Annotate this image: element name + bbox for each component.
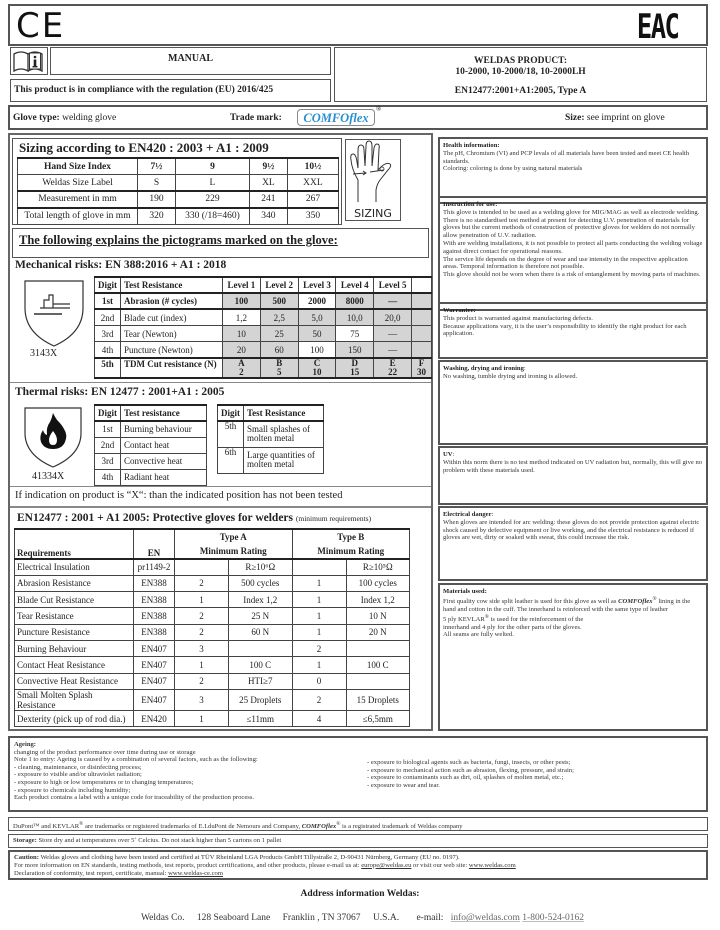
thermal-row: 4th Radiant heat [95, 469, 207, 485]
thermal-row: 5th Small splashes of molten metal [218, 421, 324, 447]
welders-row: Blade Cut Resistance EN388 1 Index 1,2 1 Index 1,2 [15, 592, 410, 608]
mech-row: 1st Abrasion (# cycles) 100 500 2000 8000 — [95, 293, 432, 309]
left-column [8, 133, 433, 731]
sizing-row: Total length of glove in mm 320 330 (/18=460) 340 350 [18, 208, 339, 225]
thermal-row: 1st Burning behaviour [95, 421, 207, 437]
compliance-statement: This product is in compliance with the regulation (EU) 2016/425 [10, 79, 331, 102]
thermal-risks-title: Thermal risks: EN 12477 : 2001+A1 : 2005 [15, 386, 225, 398]
tdm-level-b: B 5 [260, 358, 298, 378]
tdm-level-e: E 22 [374, 358, 412, 378]
divider [10, 486, 431, 487]
untested-note: If indication on product is “X“: than the indicated position has not been tested [15, 490, 343, 501]
sizing-row: Hand Size Index 7½ 9 9½ 10½ [18, 158, 339, 175]
welders-row: Burning Behaviour EN407 3 2 [15, 640, 410, 656]
electrical-danger-box: Electrical danger: When gloves are intended for arc welding: these gloves do not provide protection against electric shock caused by defective equipment or live working, and the electrical resistance is reduced if gloves are wet, dirty or soaked with sweat, this could increase the risk. [438, 506, 708, 581]
welders-row: Tear Resistance EN388 2 25 N 1 10 N [15, 608, 410, 624]
country: U.S.A. [372, 913, 400, 923]
divider [10, 382, 431, 383]
welders-requirements-table [14, 528, 410, 727]
welders-header-row: Requirements EN Type A Type B [15, 529, 410, 544]
city: Franklin , TN 37067 [282, 913, 361, 923]
mech-level-cell: 100 [298, 342, 336, 358]
instruction-box: Instruction for use: This glove is intended to be used as a welding glove for MIG/MAG as well as electrode welding. There is no standardised test method at present for detecting U.V. penetration of materials for gloves but the current methods of construction of protective gloves for welders do not normally allow penetration of U.V. radiation. With are welding installations, it is not possible to protect all parts conducting the welding voltage against direct contact for operational reasons. The service life depends on the degree of wear and use intensity in the respective application areas. Temporal information is therefore not possible. This glove should not be worn when there is a risk of entanglement by moving parts of machines. [438, 196, 708, 311]
thermal-code: 41334X [32, 471, 65, 482]
caution-box: Caution: Weldas gloves and clothing have been tested and certified at TÜV Rheinland LGA Products GmbH Tillystraße 2, D-90431 Nürnberg, Germany (EU no. 0197). For more information on EN standards, testing methods, test reports, product certifications, and other products, please e-mail us at: europe@weldas.eu or visit our web site: www.weldas.com Declaration of conformity, test report, certificate, manual: www.weldas-ce.com [8, 850, 708, 880]
weldas-website-link[interactable]: www.weldas.com [468, 861, 516, 869]
thermal-table-1 [94, 404, 207, 486]
divider [10, 506, 431, 508]
street: 128 Seaboard Lane [196, 913, 271, 923]
mech-level-cell: — [374, 342, 412, 358]
address-title: Address information Weldas: [300, 889, 420, 899]
welders-row: Small Molten Splash Resistance EN407 3 25 Droplets 2 15 Droplets [15, 689, 410, 710]
mech-level-cell [412, 342, 432, 358]
europe-email-link[interactable]: europe@weldas.eu [361, 861, 412, 869]
materials-box: Materials used: First quality cow side split leather is used for this glove as well as COMFOflex® lining in the hand and cotton in the cuff. The innerhand is reinforced with the same type of leather 5 ply KEVLAR® is used for the reinforcement of the innerhand and 4 ply for the other parts of the gloves. All seams are fully welted. [438, 583, 708, 731]
info-email-link[interactable]: info@weldas.com [450, 913, 520, 923]
trade-mark-label: Trade mark: [230, 113, 282, 123]
thermal-row: 2nd Contact heat [95, 437, 207, 453]
uv-box: UV: Within this norm there is no test method indicated on UV radiation but, normally, this will give no problem with these materials used. [438, 446, 708, 505]
mechanical-risks-table [94, 276, 432, 379]
mech-level-cell: 50 [298, 326, 336, 342]
size-info: Size: see imprint on glove [565, 113, 665, 123]
mech-row-tdm: 5th TDM Cut resistance (N) A 2 B 5 C 10 D 15 E 22 F 30 [95, 358, 432, 378]
mech-level-cell: — [374, 326, 412, 342]
welders-title: EN12477 : 2001 + A1 2005: Protective gloves for welders (minimum requirements) [17, 512, 372, 524]
washing-box: Washing, drying and ironing: No washing, tumble drying and ironing is allowed. [438, 360, 708, 445]
mech-level-cell: 150 [336, 342, 374, 358]
tdm-level-a: A 2 [223, 358, 261, 378]
address-line: Weldas Co. 128 Seaboard Lane Franklin , TN 37067 U.S.A. e-mail: info@weldas.com 1-800-524-0162 [140, 913, 585, 923]
sizing-caption: SIZING [354, 207, 392, 220]
ce-mark-logo: CE [16, 6, 66, 46]
phone-link[interactable]: 1-800-524-0162 [522, 913, 585, 923]
product-standard: EN12477:2001+A1:2005, Type A [454, 86, 587, 96]
health-info-box: Health information: The pH, Chromium (VI) and PCP levals of all materials have been tested and meet CE health standards. Coloring: coloring is done by using natural materials [438, 137, 708, 204]
manual-title: MANUAL [50, 47, 331, 75]
ageing-factors-right: - exposure to biological agents such as bacteria, fungi, insects, or other pests; - exposure to mechanical action such as abrasion, flexing, pressure, and strain; - exposure to contaminants such as dirt, oil, splashes of molten metal, etc.; - exposure to wear and tear. [367, 759, 574, 789]
sizing-table [17, 157, 339, 225]
storage-note: Storage: Store dry and at temperatures over 5˚ Celcius. Do not stack higher than 5 cartons on 1 pallet [8, 834, 708, 848]
welders-row: Dexterity (pick up of rod dia.) EN420 1 ≤11mm 4 ≤6,5mm [15, 710, 410, 726]
mech-level-cell: 20,0 [374, 309, 412, 325]
pictograms-heading: The following explains the pictograms marked on the glove: [19, 233, 338, 247]
sizing-title: Sizing according to EN420 : 2003 + A1 : 2009 [19, 140, 269, 155]
mech-level-cell: 5,0 [298, 309, 336, 325]
product-title: WELDAS PRODUCT: [474, 56, 567, 66]
welders-row: Contact Heat Resistance EN407 1 100 C 1 100 C [15, 657, 410, 673]
manual-info-icon [10, 47, 48, 75]
company-name: Weldas Co. [140, 913, 185, 923]
mech-level-cell: 10,0 [336, 309, 374, 325]
mech-level-cell: 2000 [298, 293, 336, 309]
mech-row: 2nd Blade cut (index) 1,2 2,5 5,0 10,0 20,0 [95, 309, 432, 325]
welders-row: Convective Heat Resistance EN407 2 HTI≥7 0 [15, 673, 410, 689]
welders-row: Abrasion Resistance EN388 2 500 cycles 1 100 cycles [15, 575, 410, 591]
weldas-ce-website-link[interactable]: www.weldas-ce.com [168, 869, 223, 877]
mech-level-cell [412, 309, 432, 325]
mech-level-cell: 60 [260, 342, 298, 358]
sizing-row: Weldas Size Label S L XL XXL [18, 175, 339, 192]
eac-mark-logo: EAC [636, 7, 678, 47]
thermal-header-row: Digit Test Resistance [218, 405, 324, 421]
registered-mark: ® [376, 105, 382, 113]
sizing-row: Measurement in mm 190 229 241 267 [18, 191, 339, 208]
ageing-box: Ageing: changing of the product performance over time during use or storage Note 1 to entry: Ageing is caused by a combination of several factors, such as the following: - cleaning, maintenance, or disinfecting process; - exposure to visible and/or ultraviolet radiation; - exposure to high or low temperatures or to changing temperatures; - exposure to chemicals including humidity; Each product contains a label with a unique code for traceability of the production process. - exposure to biological agents such as bacteria, fungi, insects, or other pests; - exposure to mechanical action such as abrasion, flexing, pressure, and strain; - exposure to contaminants such as dirt, oil, splashes of molten metal, etc.; - exposure to wear and tear. [8, 736, 708, 812]
mech-level-cell [412, 293, 432, 309]
mech-row: 3rd Tear (Newton) 10 25 50 75 — [95, 326, 432, 342]
mechanical-risk-shield-icon [22, 278, 86, 348]
mech-row: 4th Puncture (Newton) 20 60 100 150 — [95, 342, 432, 358]
glove-type: Glove type: welding glove [13, 113, 117, 123]
thermal-row: 3rd Convective heat [95, 453, 207, 469]
certification-bar [8, 4, 708, 46]
thermal-header-row: Digit Test resistance [95, 405, 207, 421]
welders-row: Puncture Resistance EN388 2 60 N 1 20 N [15, 624, 410, 640]
mech-level-cell: 10 [223, 326, 261, 342]
sizing-section [12, 138, 342, 225]
product-info [334, 47, 707, 102]
mech-level-cell: — [374, 293, 412, 309]
mech-level-cell: 1,2 [223, 309, 261, 325]
pictograms-section [12, 228, 429, 258]
trademark-note: DuPont™ and KEVLAR® are trademarks or registered trademarks of E.I.duPont de Nemours and Company, COMFOflex® is a registrated trademark of Weldas company [8, 817, 708, 831]
product-codes: 10-2000, 10-2000/18, 10-2000LH [455, 67, 586, 77]
mech-level-cell: 8000 [336, 293, 374, 309]
sizing-hand-image [345, 139, 401, 221]
mech-level-cell: 100 [223, 293, 261, 309]
tdm-level-d: D 15 [336, 358, 374, 378]
welders-row: Electrical Insulation pr1149-2 R≥10⁶Ω R≥10⁵Ω [15, 559, 410, 575]
mech-level-cell: 75 [336, 326, 374, 342]
comfoflex-logo: COMFOflex [297, 109, 375, 126]
warrantee-box: Warrantee: This product is warranted against manufacturing defects. Because applications vary, it is the user’s responsibility to identify the right product for each application. [438, 302, 708, 359]
thermal-row: 6th Large quantities of molten metal [218, 447, 324, 473]
glove-info-row [8, 105, 708, 130]
mech-header-row: Digit Test Resistance Level 1 Level 2 Level 3 Level 4 Level 5 [95, 277, 432, 293]
hand-icon [346, 140, 400, 208]
flame-shield-icon [22, 405, 84, 469]
mech-level-cell: 500 [260, 293, 298, 309]
mech-level-cell [412, 326, 432, 342]
mech-level-cell: 25 [260, 326, 298, 342]
mechanical-code: 3143X [30, 348, 58, 359]
tdm-level-f: F 30 [412, 358, 432, 378]
mechanical-risks-title: Mechanical risks: EN 388:2016 + A1 : 2018 [15, 259, 227, 271]
tdm-level-c: C 10 [298, 358, 336, 378]
mech-level-cell: 20 [223, 342, 261, 358]
welders-header-row: Minimum Rating Minimum Rating [15, 544, 410, 559]
thermal-table-2 [217, 404, 324, 474]
mech-level-cell: 2,5 [260, 309, 298, 325]
